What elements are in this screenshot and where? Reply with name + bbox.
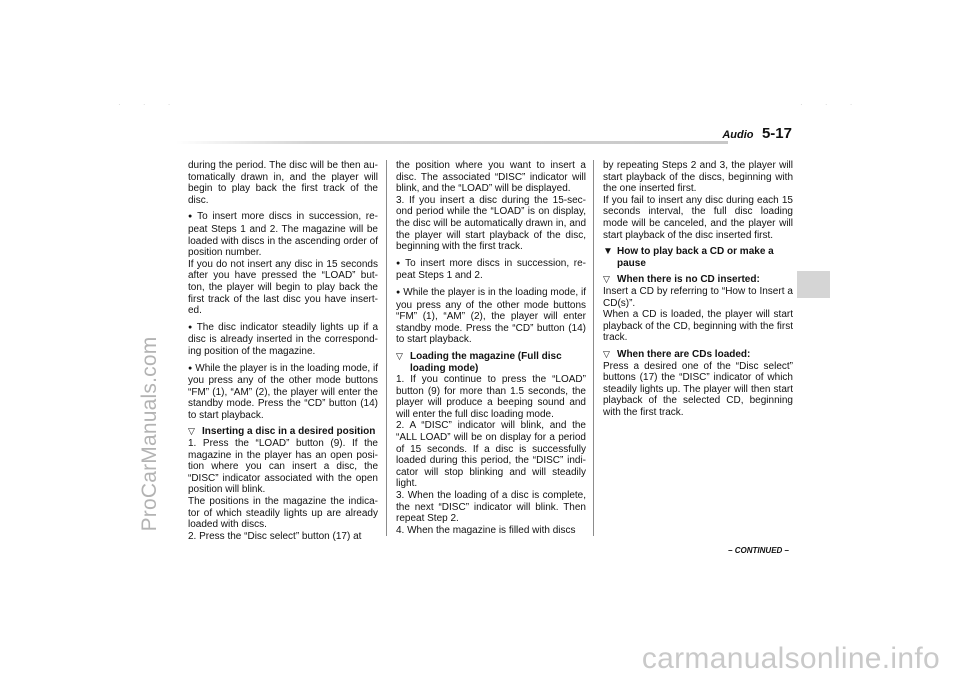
heading-text: How to play back a CD or make a pause — [617, 246, 774, 269]
body-paragraph: The positions in the magazine the indica-tor of which steadily lights up are already loaded with discs. — [188, 496, 378, 531]
body-paragraph: 2. A “DISC” indicator will blink, and the “ALL LOAD” will be on display for a period of 15 seconds. If a disc is successfully loaded during this period, the “DISC” indi-cator will stop blinking and will steadily light. — [396, 420, 586, 490]
text-column-left — [188, 160, 378, 542]
bullet-paragraph: ● The disc indicator steadily lights up if a disc is already inserted in the correspond-ing position of the magazine. — [188, 322, 378, 358]
section-heading — [603, 246, 793, 269]
corner-marks-left: · · · — [118, 100, 181, 109]
body-paragraph: Press a desired one of the “Disc select” buttons (17) the “DISC” indicator of which steadily lights up. The player will then start playback of the selected CD, beginning with the first track. — [603, 360, 793, 418]
body-paragraph: 1. If you continue to press the “LOAD” button (9) for more than 1.5 seconds, the player will produce a beeping sound and will enter the full disc loading mode. — [396, 374, 586, 420]
outline-triangle-icon: ▽ — [396, 350, 403, 361]
bullet-paragraph: ● While the player is in the loading mode, if you press any of the other mode buttons “FM” (1), “AM” (2), the player will enter the standby mode. Press the “CD” button (14) to start playback. — [188, 363, 378, 422]
section-heading — [188, 426, 378, 438]
section-title: Audio — [722, 129, 754, 141]
section-heading — [603, 349, 793, 361]
body-paragraph: 3. When the loading of a disc is complete, the next “DISC” indicator will blink. Then repeat Step 2. — [396, 490, 586, 525]
body-paragraph: the position where you want to insert a disc. The associated “DISC” indicator will blink, and the “LOAD” will be displayed. — [396, 160, 586, 195]
bullet-paragraph: ● To insert more discs in succession, re-peat Steps 1 and 2. The magazine will be loaded with discs in the ascending order of position number. — [188, 211, 378, 258]
body-paragraph: 3. If you insert a disc during the 15-sec-ond period while the “LOAD” is on display, the disc will be automatically drawn in, and the player will start playback of the disc, beginning with the first track. — [396, 194, 586, 253]
column-divider-1 — [386, 160, 387, 536]
bottom-watermark: carmanualsonline.info — [641, 642, 940, 675]
body-paragraph: 2. Press the “Disc select” button (17) at — [188, 530, 362, 542]
section-edge-tab — [797, 271, 830, 298]
outline-triangle-icon: ▽ — [603, 348, 610, 359]
solid-triangle-icon: ▼ — [603, 246, 613, 258]
heading-text: When there is no CD inserted: — [617, 274, 760, 286]
text-column-right — [603, 160, 793, 418]
body-paragraph: 1. Press the “LOAD” button (9). If the magazine in the player has an open posi-tion where you can insert a disc, the “DISC” indicator associated with the open position will blink. — [188, 438, 378, 496]
body-paragraph: 4. When the magazine is filled with discs — [396, 524, 576, 536]
header-rule — [176, 141, 728, 144]
section-heading — [396, 351, 586, 374]
page-number: 5-17 — [761, 125, 792, 142]
side-watermark-text: ProCarManuals.com — [138, 336, 161, 532]
body-paragraph: by repeating Steps 2 and 3, the player will start playback of the discs, beginning with the one inserted first. — [603, 160, 793, 195]
body-paragraph: during the period. The disc will be then au-tomatically drawn in, and the player will begin to play back the first track of the disc. — [188, 160, 378, 206]
text-column-middle — [396, 160, 586, 536]
heading-text: Loading the magazine (Full disc loading mode) — [410, 350, 562, 374]
body-paragraph: When a CD is loaded, the player will start playback of the CD, beginning with the first track. — [603, 309, 793, 344]
body-paragraph: If you do not insert any disc in 15 seconds after you have pressed the “LOAD” but-ton, the player will begin to play back the first track of the last disc you have insert-ed. — [188, 258, 378, 317]
continued-label: – CONTINUED – — [728, 546, 789, 555]
bullet-paragraph: ● While the player is in the loading mode, if you press any of the other mode buttons “FM” (1), “AM” (2), the player will enter standby mode. Press the “CD” button (14) to start playback. — [396, 287, 586, 346]
heading-text: Inserting a disc in a desired position — [202, 426, 376, 438]
body-paragraph: If you fail to insert any disc during each 15 seconds interval, the full disc loading mode will be canceled, and the player will start playback of the disc inserted first. — [603, 194, 793, 241]
section-heading — [603, 274, 793, 286]
corner-marks-right: · · · — [800, 100, 863, 109]
outline-triangle-icon: ▽ — [603, 274, 610, 285]
outline-triangle-icon: ▽ — [188, 426, 195, 437]
body-paragraph: Insert a CD by referring to “How to Insert a CD(s)”. — [603, 285, 793, 309]
page-header — [722, 125, 792, 143]
column-divider-2 — [593, 160, 594, 536]
bullet-paragraph: ● To insert more discs in succession, re-peat Steps 1 and 2. — [396, 258, 586, 282]
heading-text: When there are CDs loaded: — [617, 348, 751, 360]
